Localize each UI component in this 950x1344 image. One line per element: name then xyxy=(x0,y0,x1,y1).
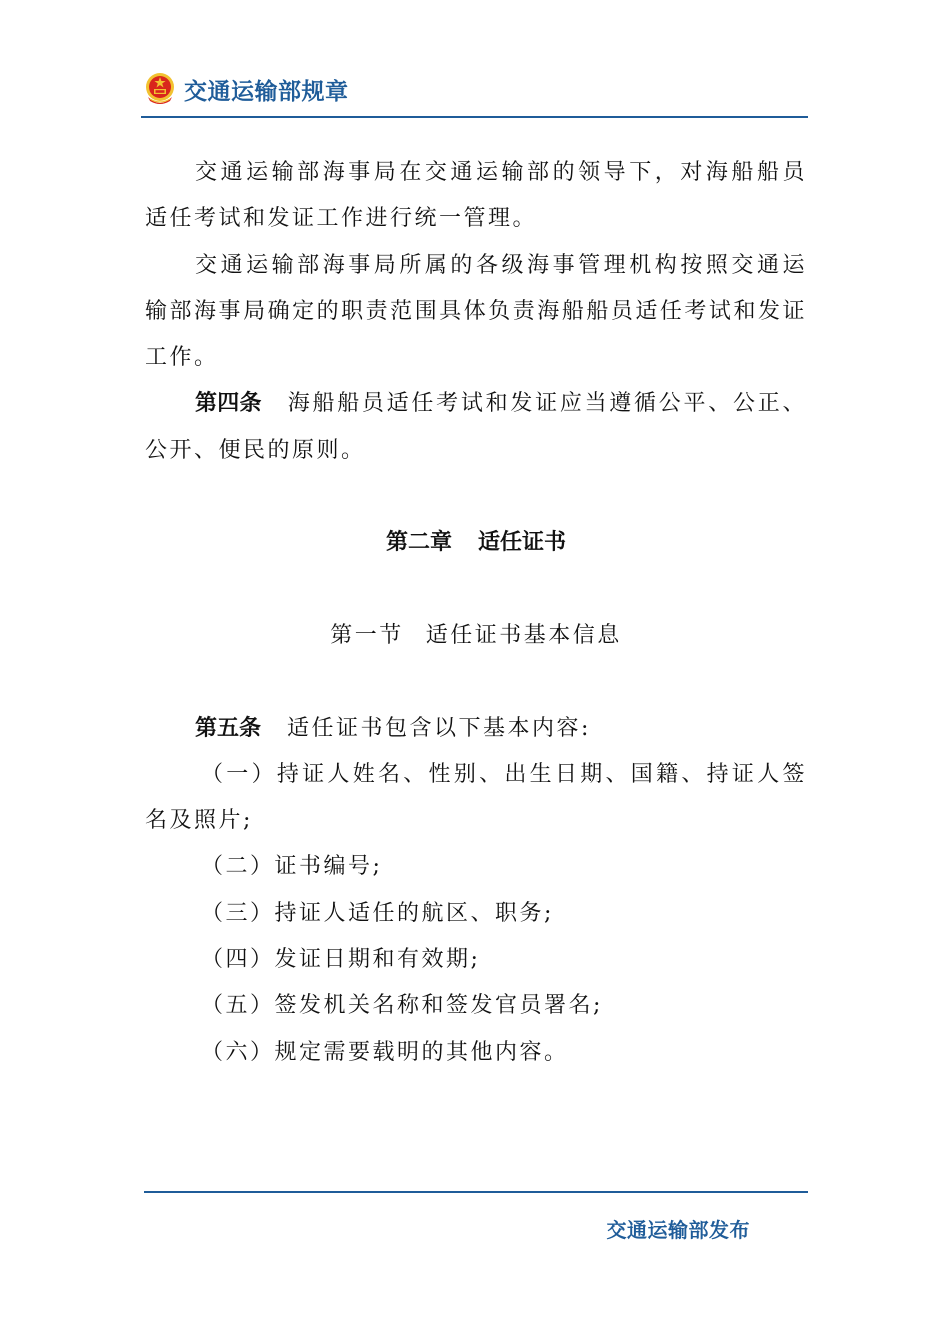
list-item: （五）签发机关名称和签发官员署名; xyxy=(201,993,603,1019)
footer-divider xyxy=(144,1191,808,1193)
article-label: 第四条 xyxy=(195,391,262,417)
spacer xyxy=(145,659,807,705)
list-item: （三）持证人适任的航区、职务; xyxy=(201,900,554,926)
article-label: 第五条 xyxy=(195,715,262,741)
list-item: （二）证书编号; xyxy=(201,854,383,880)
article-text: 海船船员适任考试和发证应当遵循公平、公正、公开、便民的原则。 xyxy=(145,391,807,463)
paragraph: 交通运输部海事局在交通运输部的领导下，对海船船员适任考试和发证工作进行统一管理。 xyxy=(145,160,807,232)
list-item: （六）规定需要载明的其他内容。 xyxy=(201,1039,569,1065)
section-number: 第一节 xyxy=(330,622,404,648)
chapter-title: 适任证书 xyxy=(478,530,567,556)
list-item: （一）持证人姓名、性别、出生日期、国籍、持证人签名及照片; xyxy=(145,761,807,834)
section-title: 适任证书基本信息 xyxy=(425,622,622,648)
article-5 xyxy=(145,706,807,752)
spacer xyxy=(145,474,807,520)
chapter-number: 第二章 xyxy=(385,530,452,556)
article-text: 适任证书包含以下基本内容: xyxy=(287,715,591,741)
chapter-heading xyxy=(145,520,807,566)
page-header xyxy=(144,66,349,112)
national-emblem-icon xyxy=(144,71,176,107)
header-divider xyxy=(141,116,808,118)
spacer xyxy=(145,567,807,613)
list-item: （四）发证日期和有效期; xyxy=(201,947,481,973)
document-body xyxy=(145,150,807,1076)
article-4 xyxy=(145,381,807,474)
paragraph: 交通运输部海事局所属的各级海事管理机构按照交通运输部海事局确定的职责范围具体负责海船船员适任考试和发证工作。 xyxy=(145,252,807,371)
footer-publisher: 交通运输部发布 xyxy=(606,1218,750,1242)
section-heading xyxy=(145,613,807,659)
header-title: 交通运输部规章 xyxy=(184,78,349,105)
